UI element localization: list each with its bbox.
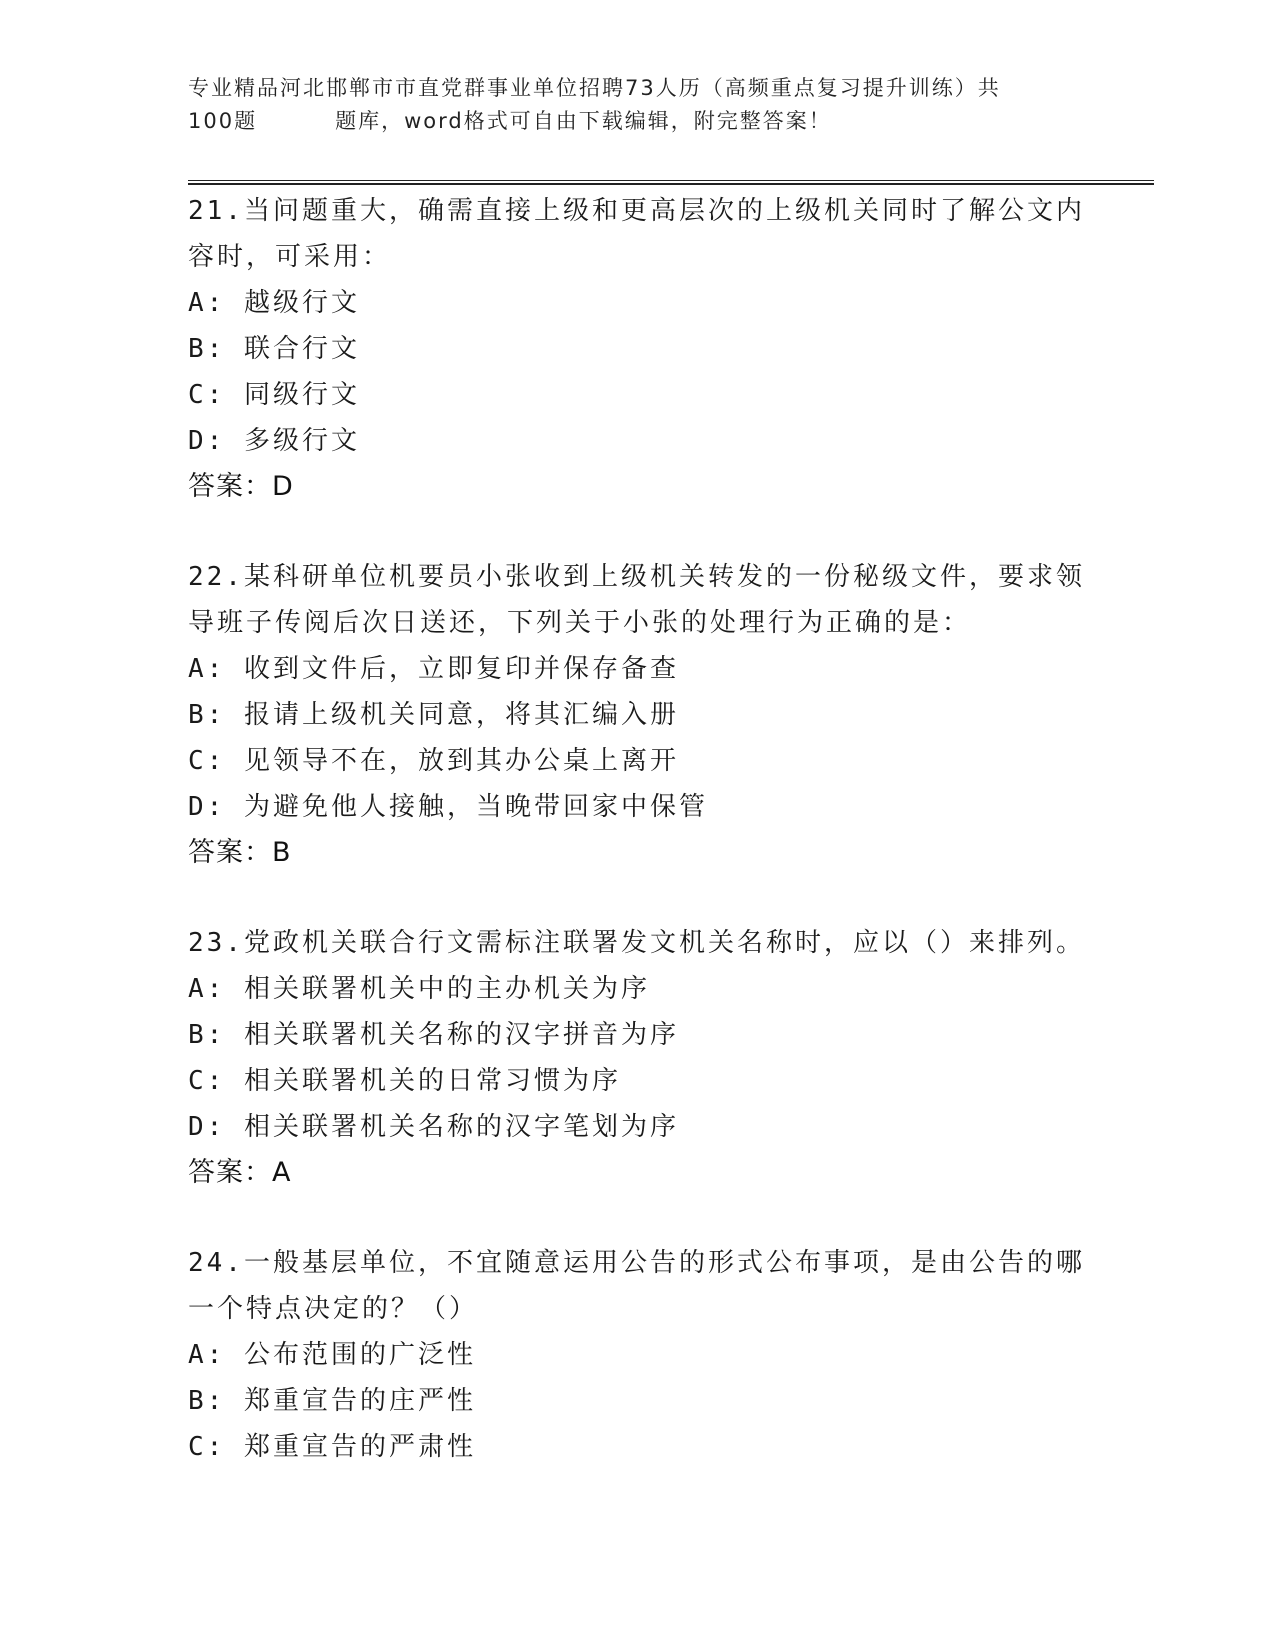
option-b: B: 相关联署机关名称的汉字拼音为序 xyxy=(188,1020,679,1050)
question-stem: 导班子传阅后次日送还，下列关于小张的处理行为正确的是： xyxy=(188,608,972,638)
option-a: A: 公布范围的广泛性 xyxy=(188,1340,476,1370)
option-a: A: 收到文件后，立即复印并保存备查 xyxy=(188,654,679,684)
option-a: A: 越级行文 xyxy=(188,288,360,318)
question-24 xyxy=(188,1240,1088,1470)
option-c: C: 同级行文 xyxy=(188,380,360,410)
header-divider-thin xyxy=(188,180,1154,181)
question-stem: 容时，可采用： xyxy=(188,242,392,272)
question-stem: 21.当问题重大，确需直接上级和更高层次的上级机关同时了解公文内 xyxy=(188,196,1085,226)
option-c: C: 见领导不在，放到其办公桌上离开 xyxy=(188,746,679,776)
header-title-line2 xyxy=(188,105,1088,138)
answer: 答案：D xyxy=(188,471,294,502)
option-b: B: 报请上级机关同意，将其汇编入册 xyxy=(188,700,679,730)
option-c: C: 郑重宣告的严肃性 xyxy=(188,1432,476,1462)
header-title-line1: 专业精品河北邯郸市市直党群事业单位招聘73人历（高频重点复习提升训练）共 xyxy=(188,76,1001,100)
question-stem: 一个特点决定的？（） xyxy=(188,1294,479,1324)
question-stem: 23.党政机关联合行文需标注联署发文机关名称时，应以（）来排列。 xyxy=(188,928,1085,958)
option-d: D: 多级行文 xyxy=(188,426,360,456)
question-list xyxy=(188,188,1088,1470)
option-c: C: 相关联署机关的日常习惯为序 xyxy=(188,1066,621,1096)
header-divider-thick xyxy=(188,183,1154,185)
option-d: D: 为避免他人接触，当晚带回家中保管 xyxy=(188,792,708,822)
header-description: 题库，word格式可自由下载编辑，附完整答案！ xyxy=(335,109,832,133)
answer: 答案：A xyxy=(188,1157,292,1188)
option-d: D: 相关联署机关名称的汉字笔划为序 xyxy=(188,1112,679,1142)
question-22 xyxy=(188,554,1088,876)
page-header xyxy=(188,72,1088,138)
question-stem: 22.某科研单位机要员小张收到上级机关转发的一份秘级文件，要求领 xyxy=(188,562,1085,592)
question-21 xyxy=(188,188,1088,510)
option-b: B: 联合行文 xyxy=(188,334,360,364)
option-b: B: 郑重宣告的庄严性 xyxy=(188,1386,476,1416)
question-23 xyxy=(188,920,1088,1196)
header-count: 100题 xyxy=(188,109,258,133)
option-a: A: 相关联署机关中的主办机关为序 xyxy=(188,974,650,1004)
answer: 答案：B xyxy=(188,837,292,868)
question-stem: 24.一般基层单位，不宜随意运用公告的形式公布事项，是由公告的哪 xyxy=(188,1248,1085,1278)
